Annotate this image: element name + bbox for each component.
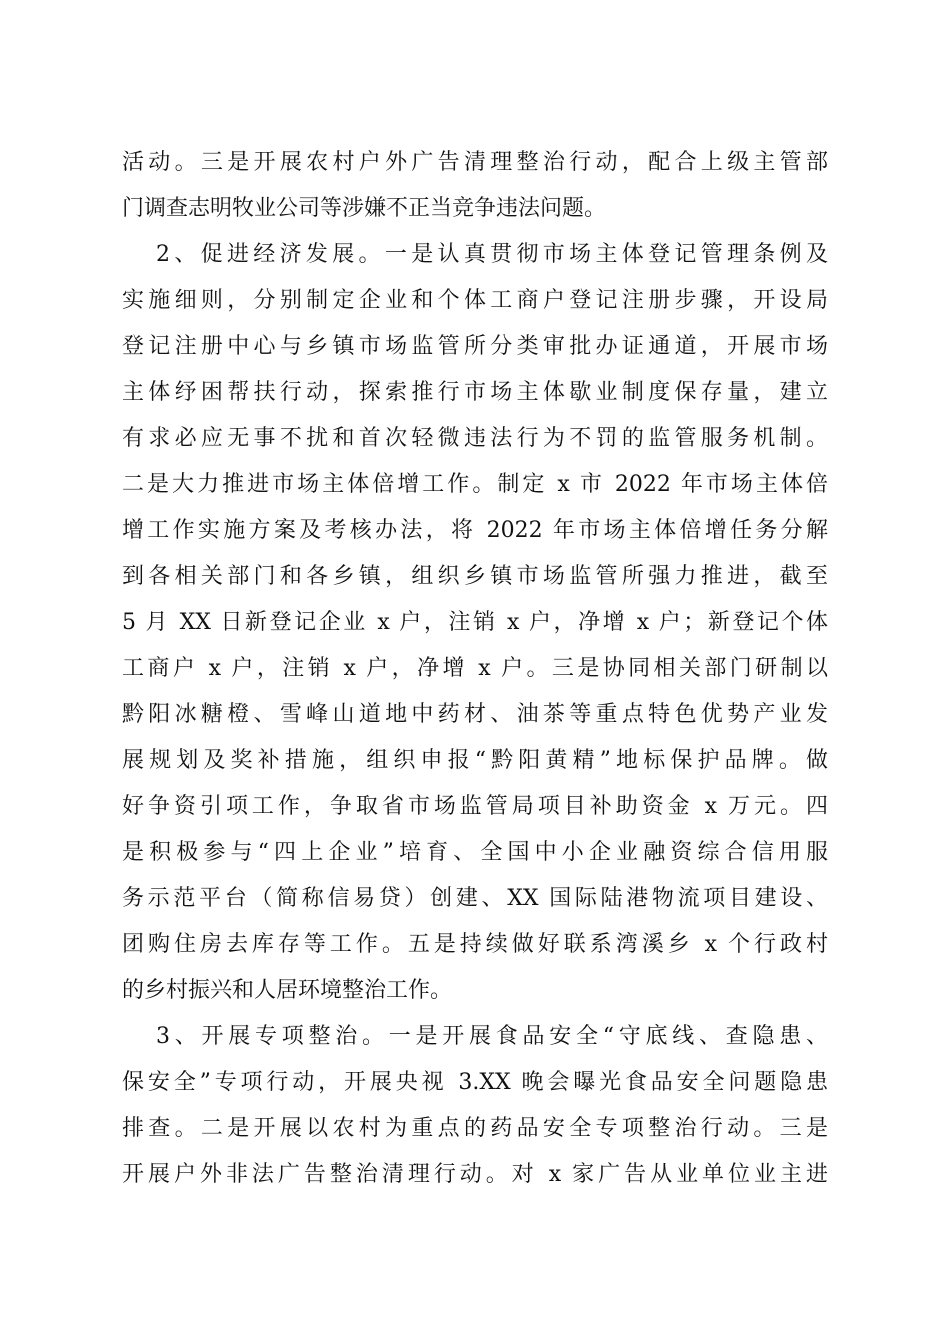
text-line: 开展户外非法广告整治清理行动。对 x 家广告从业单位业主进	[122, 1162, 828, 1187]
text-line: 门调查志明牧业公司等涉嫌不正当竞争违法问题。	[122, 196, 607, 221]
body-text	[122, 140, 828, 1198]
paragraph-start-line: 3、开展专项整治。一是开展食品安全“守底线、查隐患、	[156, 1024, 828, 1049]
text-line: 到各相关部门和各乡镇，组织乡镇市场监管所强力推进，截至	[122, 564, 828, 589]
text-line: 有求必应无事不扰和首次轻微违法行为不罚的监管服务机制。	[122, 426, 828, 451]
text-line: 黔阳冰糖橙、雪峰山道地中药材、油茶等重点特色优势产业发	[122, 702, 828, 727]
text-line: 展规划及奖补措施，组织申报“黔阳黄精”地标保护品牌。做	[122, 748, 828, 773]
text-line: 二是大力推进市场主体倍增工作。制定 x 市 2022 年市场主体倍	[122, 472, 828, 497]
text-line: 排查。二是开展以农村为重点的药品安全专项整治行动。三是	[122, 1116, 828, 1141]
text-line: 活动。三是开展农村户外广告清理整治行动，配合上级主管部	[122, 150, 828, 175]
paragraph-start-line: 2、促进经济发展。一是认真贯彻市场主体登记管理条例及	[156, 242, 828, 267]
text-line: 实施细则，分别制定企业和个体工商户登记注册步骤，开设局	[122, 288, 828, 313]
text-line: 主体纾困帮扶行动，探索推行市场主体歇业制度保存量，建立	[122, 380, 828, 405]
text-line: 登记注册中心与乡镇市场监管所分类审批办证通道，开展市场	[122, 334, 828, 359]
text-line: 保安全”专项行动，开展央视 3.XX 晚会曝光食品安全问题隐患	[122, 1070, 828, 1095]
text-line: 是积极参与“四上企业”培育、全国中小企业融资综合信用服	[122, 840, 828, 865]
text-line: 的乡村振兴和人居环境整治工作。	[122, 978, 453, 1003]
text-line: 团购住房去库存等工作。五是持续做好联系湾溪乡 x 个行政村	[122, 932, 828, 957]
text-line: 好争资引项工作，争取省市场监管局项目补助资金 x 万元。四	[122, 794, 828, 819]
text-line: 5 月 XX 日新登记企业 x 户，注销 x 户，净增 x 户；新登记个体	[122, 610, 828, 635]
text-line: 工商户 x 户，注销 x 户，净增 x 户。三是协同相关部门研制以	[122, 656, 828, 681]
text-line: 增工作实施方案及考核办法，将 2022 年市场主体倍增任务分解	[122, 518, 828, 543]
text-line: 务示范平台（简称信易贷）创建、XX 国际陆港物流项目建设、	[122, 886, 828, 911]
